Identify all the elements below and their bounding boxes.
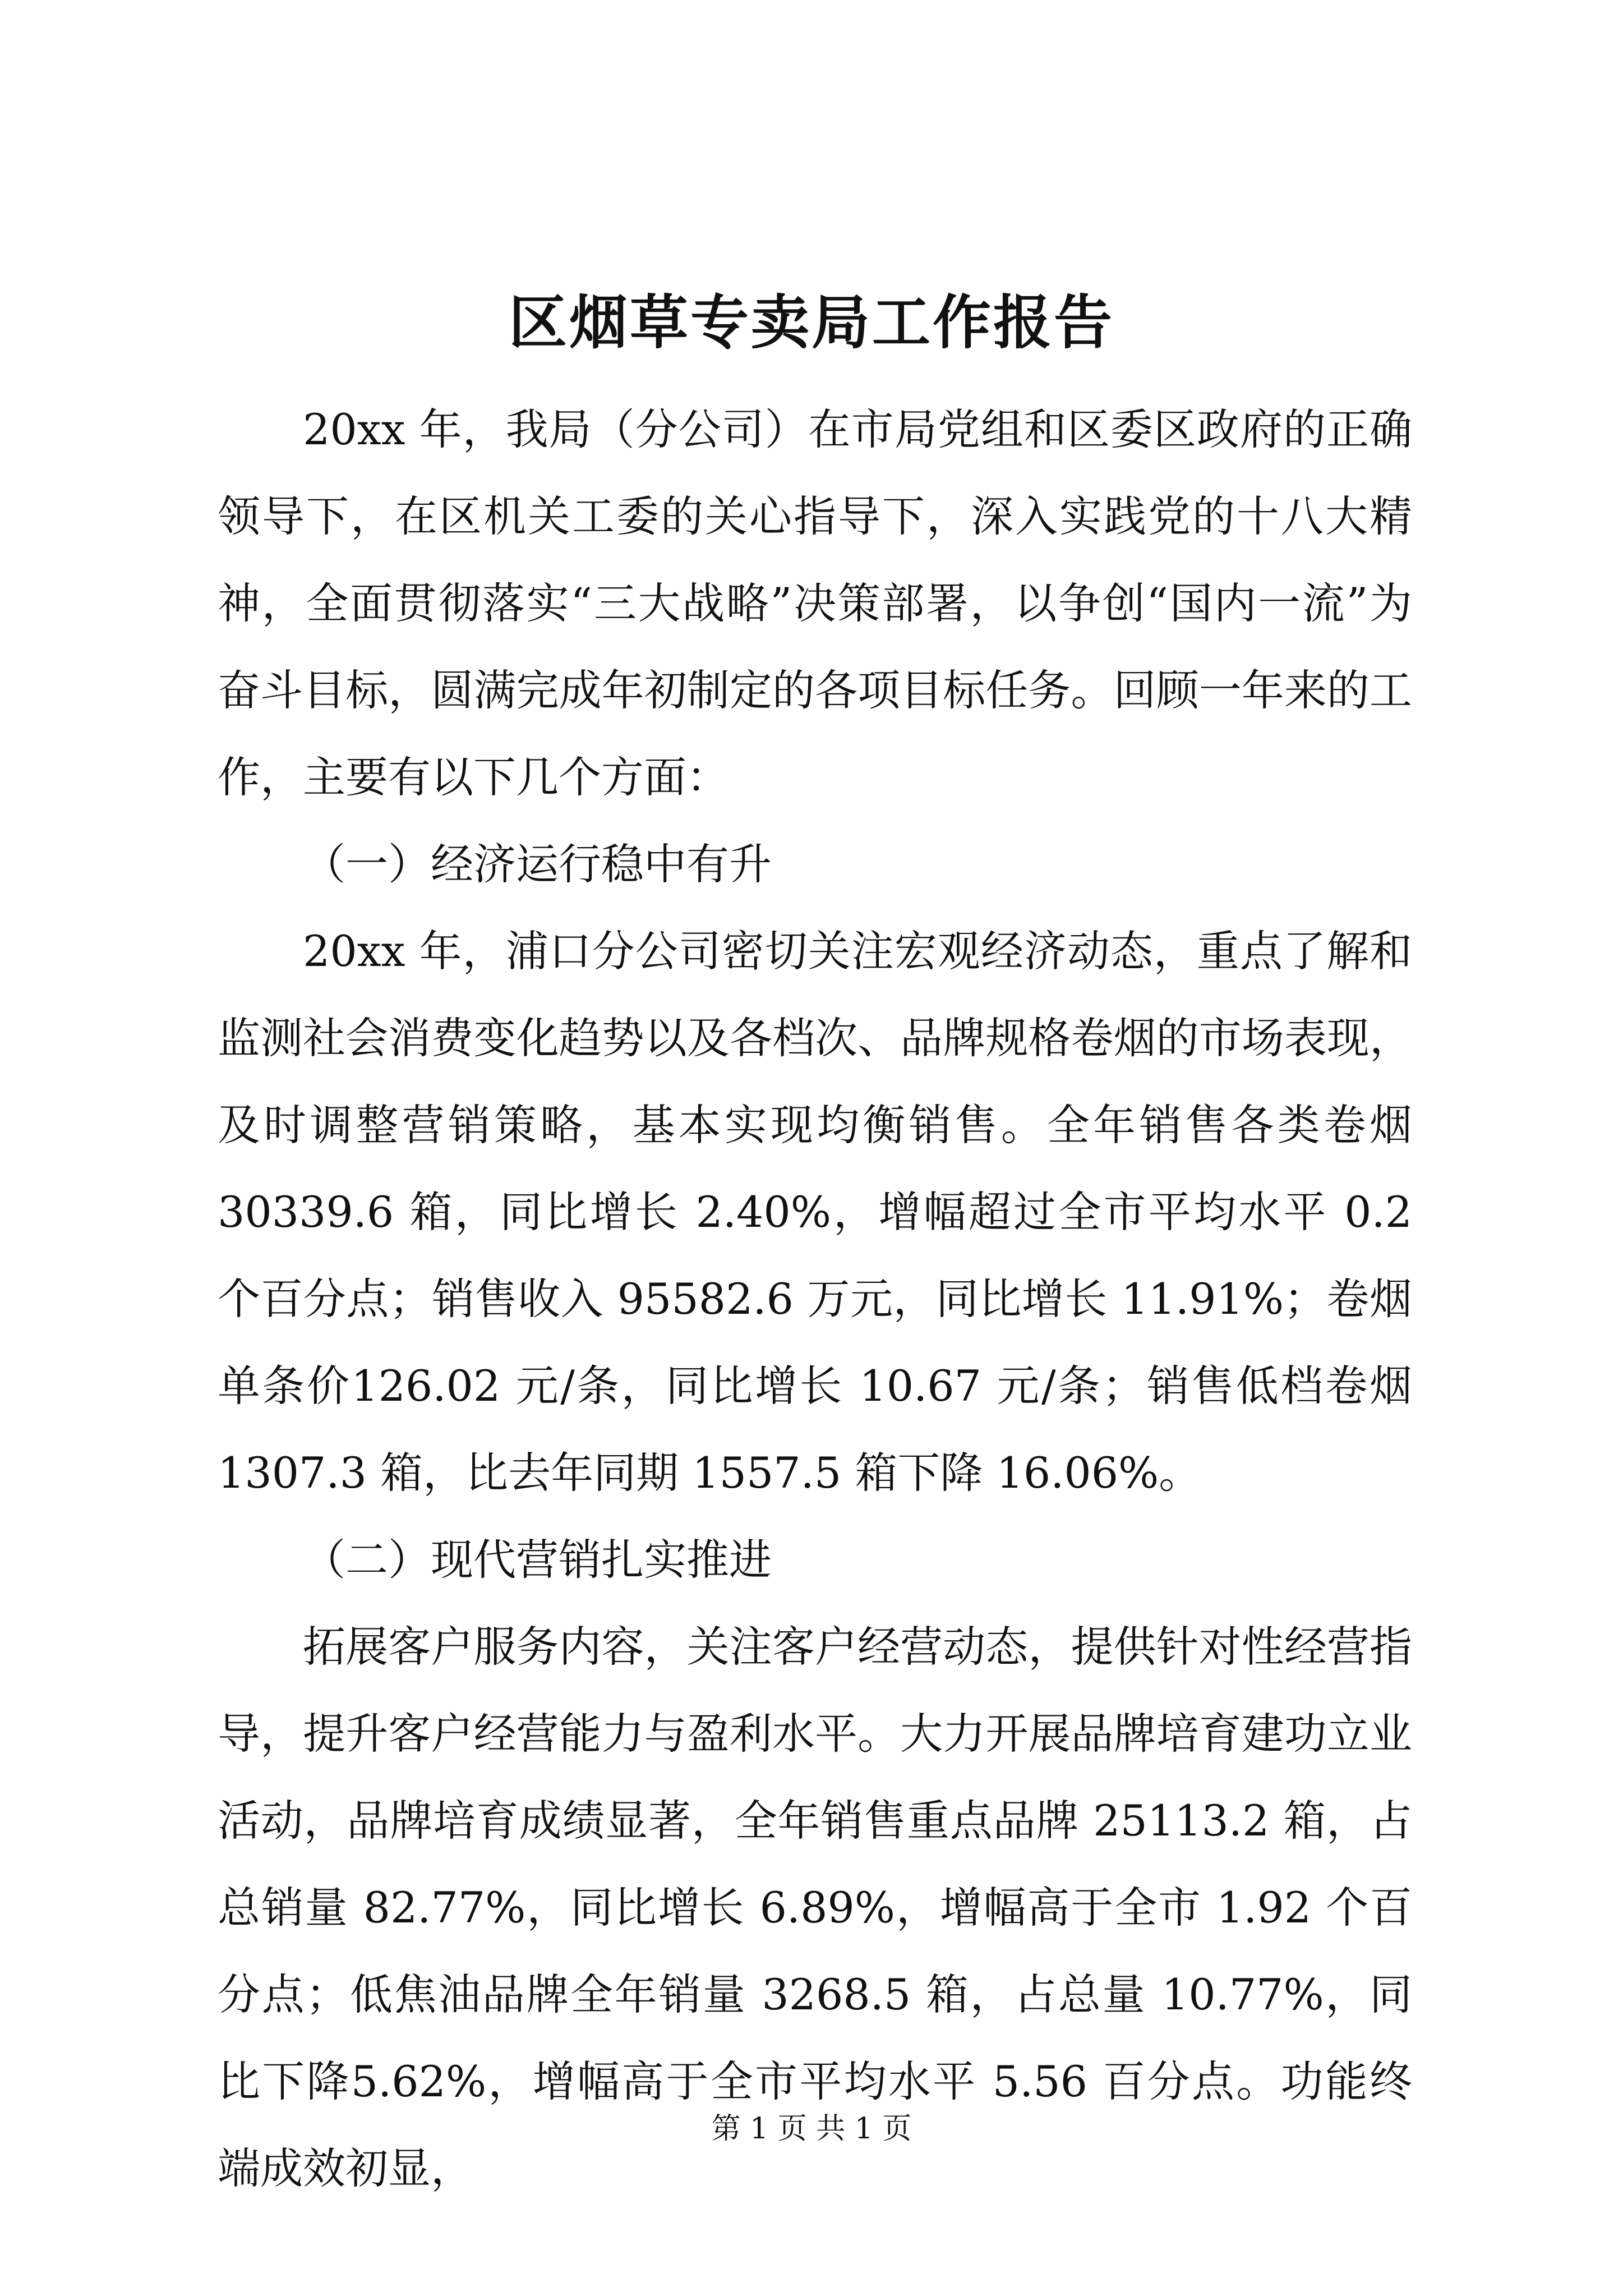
document-title: 区烟草专卖局工作报告 (508, 288, 1114, 357)
document-body (218, 386, 1412, 2212)
marketing-paragraph: 拓展客户服务内容，关注客户经营动态，提供针对性经营指导，提升客户经营能力与盈利水平。大力开展品牌培育建功立业活动，品牌培育成绩显著，全年销售重点品牌 25113.2 箱，占总销量 82.77%，同比增长 6.89%，增幅高于全市 1.92 个百分点；低焦油品牌全年销量 3268.5 箱，占总量 10.77%，同比下降5.62%，增幅高于全市平均水平 5.56 百分点。功能终端成效初显， (218, 1622, 1412, 2193)
section-heading-economy: （一）经济运行稳中有升 (303, 839, 772, 889)
section-heading-marketing: （二）现代营销扎实推进 (303, 1535, 772, 1585)
economy-paragraph: 20xx 年，浦口分公司密切关注宏观经济动态，重点了解和监测社会消费变化趋势以及各档次、品牌规格卷烟的市场表现，及时调整营销策略，基本实现均衡销售。全年销售各类卷烟30339.6 箱，同比增长 2.40%，增幅超过全市平均水平 0.2 个百分点；销售收入 95582.6 万元，同比增长 11.91%；卷烟单条价126.02 元/条，同比增长 10.67 元/条；销售低档卷烟 1307.3 箱，比去年同期 1557.5 箱下降 16.06%。 (218, 926, 1412, 1498)
page-footer: 第 1 页 共 1 页 (711, 2112, 912, 2146)
intro-paragraph: 20xx 年，我局（分公司）在市局党组和区委区政府的正确领导下，在区机关工委的关心指导下，深入实践党的十八大精神，全面贯彻落实“三大战略”决策部署，以争创“国内一流”为奋斗目标，圆满完成年初制定的各项目标任务。回顾一年来的工作，主要有以下几个方面： (218, 404, 1412, 802)
